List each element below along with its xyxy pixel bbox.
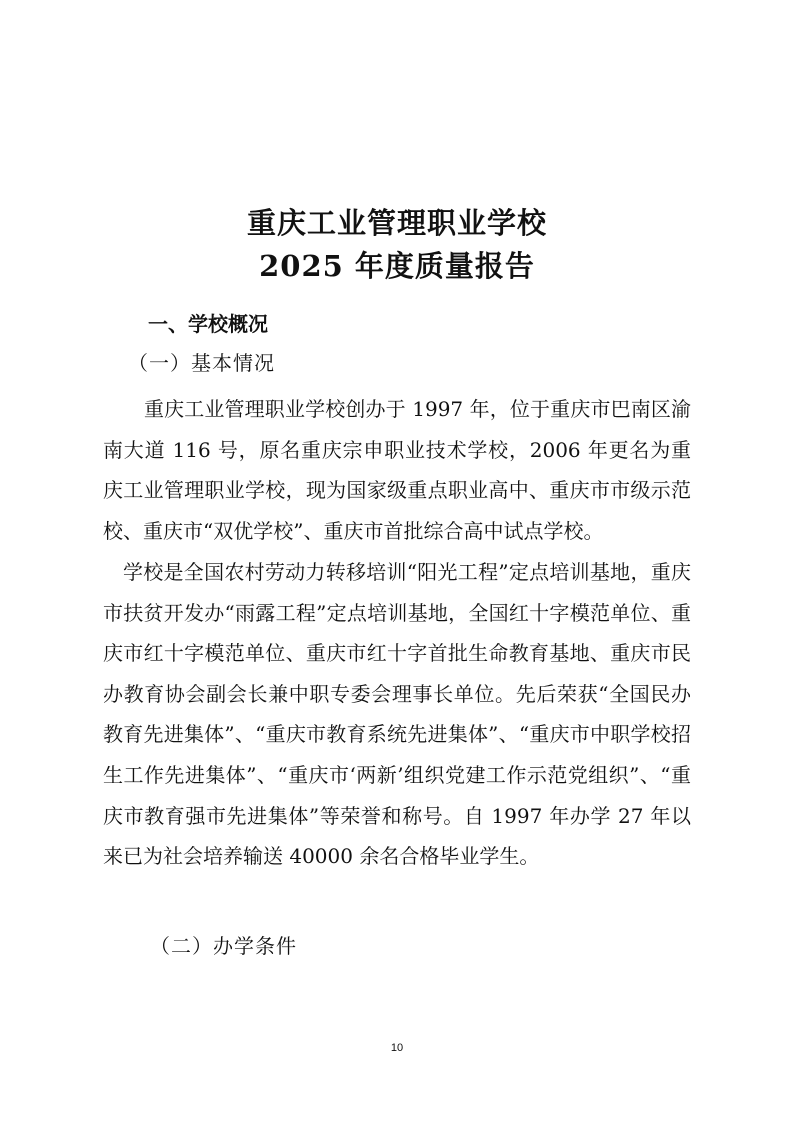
paragraph-school-honors: 学校是全国农村劳动力转移培训“阳光工程”定点培训基地，重庆市扶贫开发办“雨露工程”定点培训基地，全国红十字模范单位、重庆市红十字模范单位、重庆市红十字首批生命教育基地、重庆市民办教育协会副会长兼中职专委会理事长单位。先后荣获“全国民办教育先进集体”、“重庆市教育系统先进集体”、“重庆市中职学校招生工作先进集体”、“重庆市‘两新’组织党建工作示范党组织”、“重庆市教育强市先进集体”等荣誉和称号。自 1997 年办学 27 年以来已为社会培养输送 40000 余名合格毕业学生。	[103, 560, 691, 869]
subsection-heading-conditions: （二）办学条件	[150, 934, 297, 958]
page-number: 10	[390, 1042, 404, 1054]
report-title-line-2: 2025 年度质量报告	[259, 249, 535, 283]
subsection-heading-basic-info: （一）基本情况	[128, 351, 275, 375]
section-heading-school-overview: 一、学校概况	[148, 312, 268, 336]
paragraph-school-history: 重庆工业管理职业学校创办于 1997 年，位于重庆市巴南区渝南大道 116 号，原名重庆宗申职业技术学校，2006 年更名为重庆工业管理职业学校，现为国家级重点职业高中、重庆市市级示范校、重庆市“双优学校”、重庆市首批综合高中试点学校。	[103, 397, 691, 543]
report-title-line-1: 重庆工业管理职业学校	[246, 206, 547, 240]
